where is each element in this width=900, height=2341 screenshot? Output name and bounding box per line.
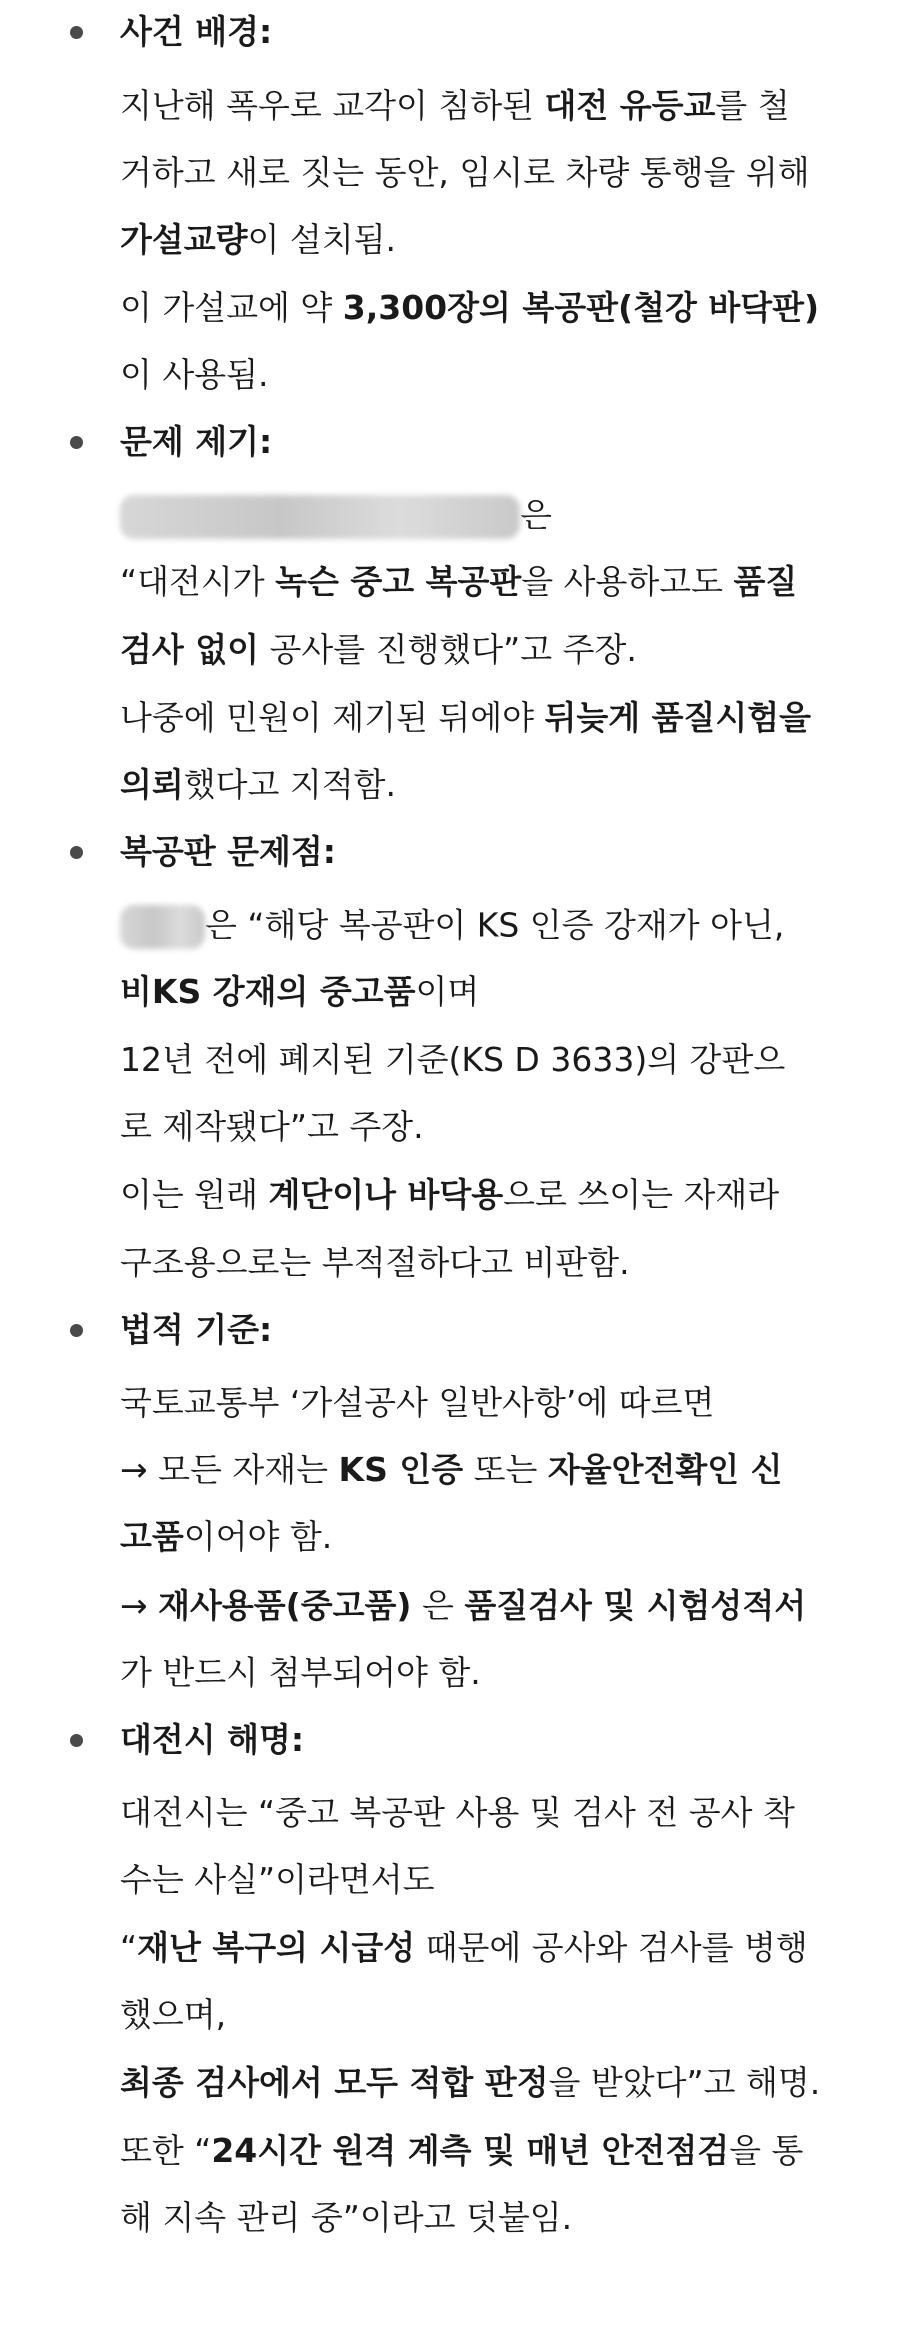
text: 은 “해당 복공판이 KS 인증 강재가 아닌,: [205, 905, 785, 945]
text: 이 설치됨.: [247, 220, 397, 259]
section-line: [120, 86, 790, 126]
text: 또는: [463, 1450, 548, 1489]
section-line: [120, 1243, 630, 1283]
text: 지난해 폭우로 교각이 침하된: [120, 86, 545, 125]
section-line: [120, 698, 811, 738]
text: 를 철: [715, 86, 790, 125]
bold-text: 재난 복구의 시급성: [137, 1928, 416, 1967]
bold-text: 3,300장의 복공판(철강 바닥판): [342, 288, 820, 327]
section-line: [120, 153, 810, 193]
section-line: [120, 1928, 808, 1968]
redacted-blur: [120, 905, 205, 949]
text: 구조용으로는 부적절하다고 비판함.: [120, 1243, 630, 1282]
text: 가 반드시 첨부되어야 함.: [120, 1653, 481, 1692]
text: 거하고 새로 짓는 동안, 임시로 차량 통행을 위해: [120, 153, 810, 192]
text: “대전시가: [120, 562, 276, 601]
text: 국토교통부 ‘가설공사 일반사항’에 따르면: [120, 1383, 715, 1422]
bullet-icon: [70, 26, 83, 39]
bold-text: 품질검사 및 시험성적서: [464, 1586, 807, 1625]
section-line: [120, 1107, 424, 1147]
text: 로 제작됐다”고 주장.: [120, 1107, 424, 1146]
section-line: [120, 1450, 783, 1490]
text: 으로 쓰이는 자재라: [503, 1175, 780, 1214]
section-heading: 대전시 해명:: [120, 1720, 305, 1759]
bold-text: 검사 없이: [120, 630, 260, 669]
bold-text: 24시간 원격 계측 및 매년 안전점검: [211, 2131, 730, 2170]
section-line: [120, 1040, 785, 1080]
bold-text: 최종 검사에서 모두 적합 판정: [120, 2063, 549, 2102]
text: 은: [411, 1586, 465, 1625]
section-heading: 복공판 문제점:: [120, 832, 336, 871]
text: 이며: [415, 972, 480, 1011]
bold-text: 품질: [733, 562, 798, 601]
section-line: [120, 972, 479, 1012]
text: → 모든 자재는: [120, 1450, 339, 1489]
bold-text: 자율안전확인 신: [547, 1450, 783, 1489]
section-line: [120, 1175, 779, 1215]
text: 을 받았다”고 해명.: [548, 2063, 821, 2102]
section-heading: 문제 제기:: [120, 422, 273, 461]
text: 공사를 진행했다”고 주장.: [259, 630, 637, 669]
redacted-blur: [120, 495, 520, 539]
text: 했다고 지적함.: [183, 765, 397, 804]
text: 해 지속 관리 중”이라고 덧붙임.: [120, 2198, 573, 2237]
section-line: [120, 495, 552, 539]
section-line: [120, 1653, 481, 1693]
text: 을 통: [729, 2131, 804, 2170]
text: 대전시는 “중고 복공판 사용 및 검사 전 공사 착: [120, 1793, 795, 1832]
text: 이 사용됨.: [120, 355, 269, 394]
section-line: [120, 220, 396, 260]
text: “: [120, 1928, 138, 1967]
section-line: [120, 1517, 332, 1557]
text: 때문에 공사와 검사를 병행: [415, 1928, 808, 1967]
text: 수는 사실”이라면서도: [120, 1860, 435, 1899]
section-line: [120, 1860, 435, 1900]
bold-text: 재사용품(중고품): [158, 1586, 412, 1625]
bullet-icon: [70, 1324, 83, 1337]
text: 이는 원래: [120, 1175, 269, 1214]
section-line: [120, 1383, 714, 1423]
section-line: [120, 288, 819, 328]
bold-text: 대전 유등교: [544, 86, 716, 125]
section-line: [120, 355, 269, 395]
section-heading: 사건 배경:: [120, 12, 273, 51]
bold-text: 고품: [120, 1517, 184, 1556]
bullet-icon: [70, 1734, 83, 1747]
section-heading: 법적 기준:: [120, 1310, 273, 1349]
bold-text: 가설교량: [120, 220, 248, 259]
text: 이 가설교에 약: [120, 288, 343, 327]
section-line: [120, 2131, 803, 2171]
section-line: [120, 905, 784, 949]
bold-text: 뒤늦게 품질시험을: [544, 698, 812, 737]
bold-text: KS 인증: [338, 1450, 464, 1489]
section-line: [120, 630, 637, 670]
section-line: [120, 765, 396, 805]
text: 은: [520, 495, 552, 535]
text: 했으며,: [120, 1995, 227, 2034]
bold-text: 계단이나 바닥용: [268, 1175, 504, 1214]
section-line: [120, 562, 797, 602]
section-line: [120, 1586, 806, 1626]
bullet-icon: [70, 436, 83, 449]
section-line: [120, 2198, 572, 2238]
text: 또한 “: [120, 2131, 212, 2170]
text: 이어야 함.: [183, 1517, 333, 1556]
section-line: [120, 1995, 226, 2035]
section-line: [120, 1793, 795, 1833]
bold-text: 녹슨 중고 복공판: [275, 562, 522, 601]
text: 을 사용하고도: [521, 562, 734, 601]
bold-text: 의뢰: [120, 765, 184, 804]
text: →: [120, 1586, 159, 1625]
text: 나중에 민원이 제기된 뒤에야: [120, 698, 545, 737]
text: 12년 전에 폐지된 기준(KS D 3633)의 강판으: [120, 1040, 786, 1079]
section-line: [120, 2063, 820, 2103]
bold-text: 비KS 강재의 중고품: [120, 972, 416, 1011]
bullet-icon: [70, 846, 83, 859]
